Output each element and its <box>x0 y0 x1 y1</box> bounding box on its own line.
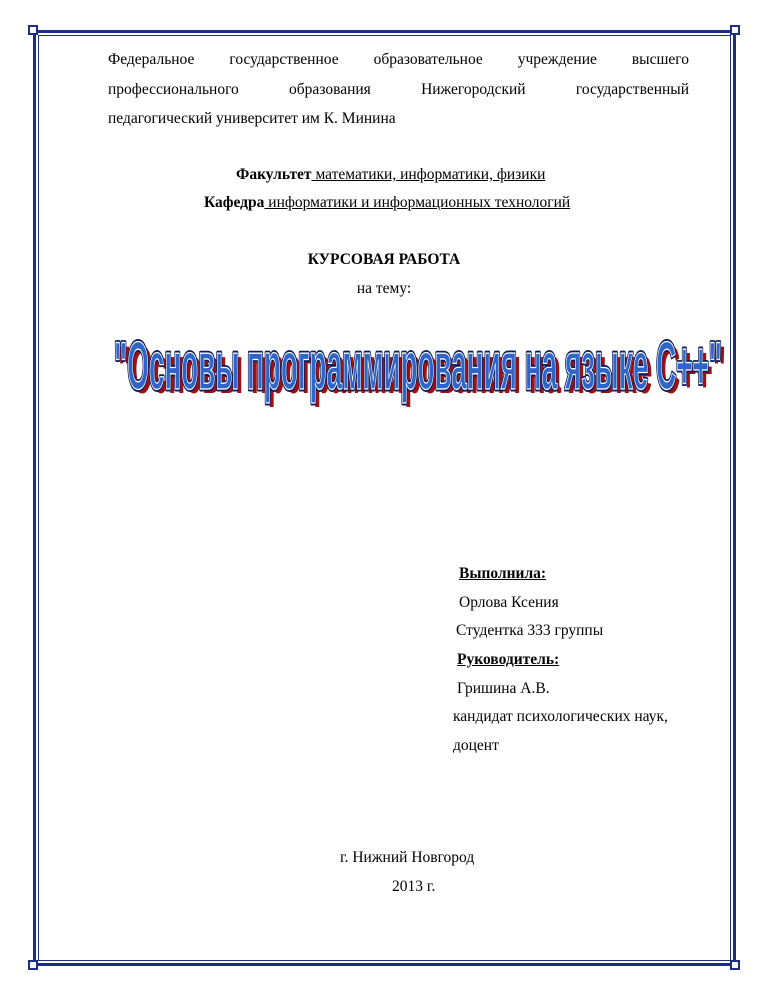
title-wordart <box>100 298 740 418</box>
city: г. Нижний Новгород <box>340 849 475 866</box>
institution-word: профессионального <box>108 81 239 98</box>
institution-word: высшего <box>631 51 689 68</box>
border-corner-ornament <box>730 25 740 35</box>
institution-word: образования <box>289 81 371 98</box>
institution-word: учреждение <box>517 51 597 68</box>
work-type-heading: КУРСОВАЯ РАБОТА <box>307 251 461 268</box>
title-text: "Основы программирования на языке С++" <box>114 328 722 404</box>
border-corner-ornament <box>730 960 740 970</box>
institution-word: Федеральное <box>108 51 195 68</box>
institution-line-3: педагогический университет им К. Минина <box>108 110 396 127</box>
faculty-value: математики, информатики, физики <box>311 166 546 183</box>
author-group: Студентка 333 группы <box>456 622 604 639</box>
institution-word: государственное <box>229 51 339 68</box>
institution-word: государственный <box>575 81 689 98</box>
faculty-line <box>236 166 545 184</box>
supervisor-degree: кандидат психологических наук, <box>453 708 668 725</box>
department-label: Кафедра <box>204 194 265 211</box>
institution-word: Нижегородский <box>421 81 526 98</box>
year: 2013 г. <box>392 878 436 895</box>
institution-word: образовательное <box>373 51 483 68</box>
supervisor-name: Гришина А.В. <box>457 680 550 697</box>
title-outline: "Основы программирования на языке С++" <box>114 328 722 404</box>
border-corner-ornament <box>28 25 38 35</box>
author-label: Выполнила: <box>459 565 547 582</box>
institution-line-2 <box>108 81 689 99</box>
author-name: Орлова Ксения <box>459 594 559 611</box>
topic-prefix: на тему: <box>356 280 412 297</box>
border-corner-ornament <box>28 960 38 970</box>
supervisor-position: доцент <box>453 737 499 754</box>
title-shadow: "Основы программирования на языке С++" <box>118 332 726 408</box>
supervisor-label: Руководитель: <box>457 651 560 668</box>
department-value: информатики и информационных технологий <box>264 194 571 211</box>
department-line <box>204 194 570 212</box>
faculty-label: Факультет <box>236 166 312 183</box>
institution-line-1 <box>108 51 689 69</box>
